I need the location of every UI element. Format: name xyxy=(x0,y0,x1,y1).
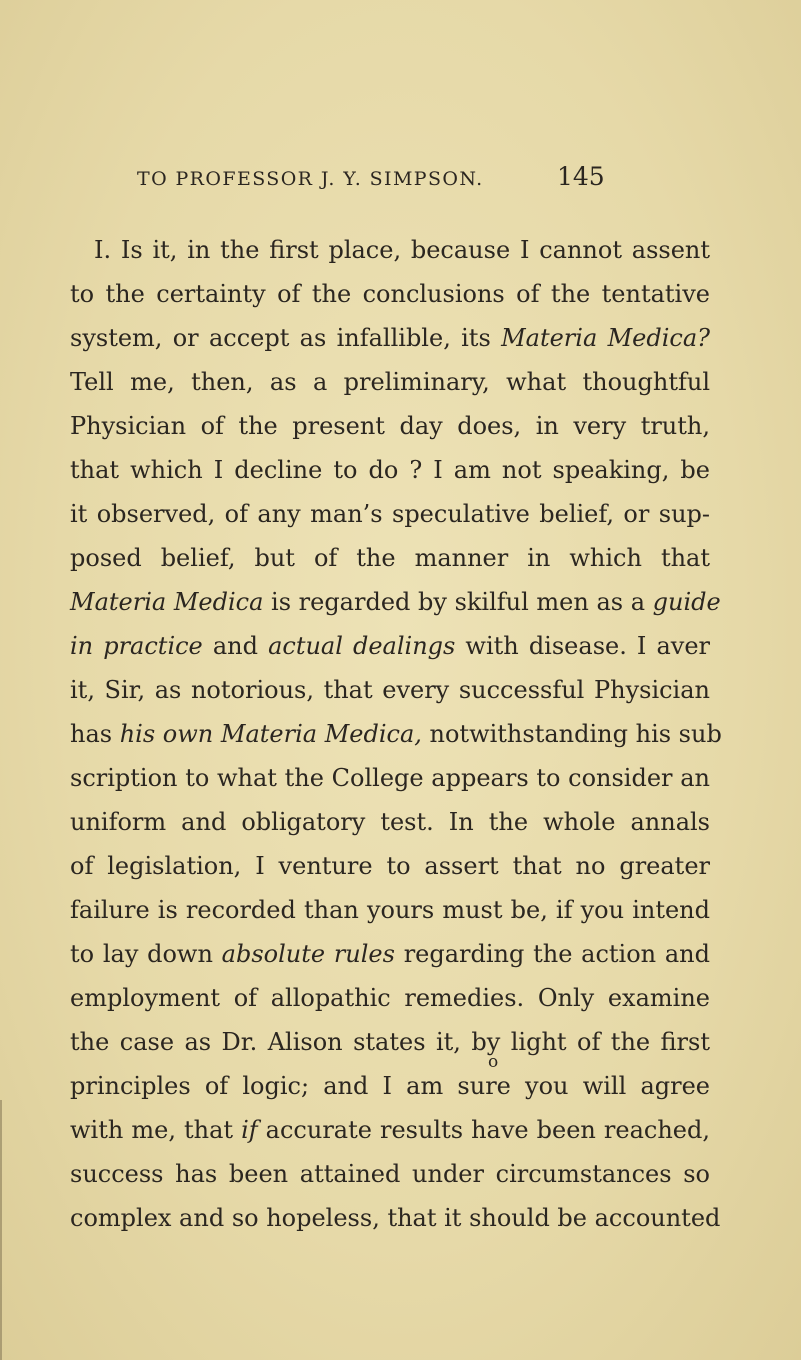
page-header xyxy=(137,162,637,202)
text-line-18: employment of allopathic remedies. Only examine xyxy=(70,984,710,1012)
italic-run: Materia Medica, xyxy=(213,720,422,748)
italic-run: if xyxy=(241,1116,258,1144)
text-line-4: Tell me, then, as a preliminary, what thoughtful xyxy=(70,368,710,396)
text-run: notwithstanding his sub xyxy=(421,720,722,748)
text-line-10 xyxy=(70,624,710,668)
text-run: with me, that xyxy=(70,1116,242,1144)
text-line-19: the case as Dr. Alison states it, by light of the first xyxy=(70,1028,710,1056)
text-line-11: it, Sir, as notorious, that every successful Physician xyxy=(70,676,710,704)
italic-run: in practice xyxy=(70,632,203,660)
text-line-3 xyxy=(70,316,710,360)
page-edge-shadow xyxy=(0,1100,2,1360)
text-run: and xyxy=(202,632,269,660)
text-run: system, or accept as infallible, its xyxy=(70,324,502,352)
text-line-8: posed belief, but of the manner in which that xyxy=(70,544,710,572)
text-line-17 xyxy=(70,932,710,976)
text-run: has xyxy=(70,720,120,748)
text-line-13: scription to what the College appears to consider an xyxy=(70,764,710,792)
text-run: is regarded by skilful men as a xyxy=(263,588,653,616)
text-run: with disease. I aver xyxy=(455,632,711,660)
text-line-7: it observed, of any man’s speculative belief, or sup- xyxy=(70,500,710,528)
text-line-20: principles of logic; and I am sure you will agree xyxy=(70,1072,710,1100)
italic-run: Materia Medica? xyxy=(501,324,711,352)
text-line-6: that which I decline to do ? I am not speaking, be xyxy=(70,456,710,484)
text-line-15: of legislation, I venture to assert that no greater xyxy=(70,852,710,880)
text-line-23: complex and so hopeless, that it should be accounted xyxy=(70,1204,721,1232)
italic-run: Materia Medica xyxy=(70,588,264,616)
italic-run: guide xyxy=(652,588,721,616)
text-line-22: success has been attained under circumstances so xyxy=(70,1160,710,1188)
text-line-14: uniform and obligatory test. In the whole annals xyxy=(70,808,710,836)
text-run: accurate results have been reached, xyxy=(257,1116,711,1144)
italic-run: his own xyxy=(119,720,214,748)
text-line-16: failure is recorded than yours must be, if you intend xyxy=(70,896,710,924)
text-line-9 xyxy=(70,580,721,624)
text-line-5: Physician of the present day does, in very truth, xyxy=(70,412,710,440)
signature-mark: o xyxy=(488,1052,499,1072)
text-line-21 xyxy=(70,1108,710,1152)
text-run: to lay down xyxy=(70,940,222,968)
text-line-2: to the certainty of the conclusions of the tentative xyxy=(70,280,710,308)
text-line-12 xyxy=(70,712,722,756)
text-line-1: I. Is it, in the first place, because I cannot assent xyxy=(94,236,710,264)
running-head: TO PROFESSOR J. Y. SIMPSON. xyxy=(137,168,484,190)
italic-run: actual dealings xyxy=(268,632,456,660)
text-run: regarding the action and xyxy=(394,940,710,968)
page-number: 145 xyxy=(557,162,605,191)
italic-run: absolute rules xyxy=(221,940,395,968)
